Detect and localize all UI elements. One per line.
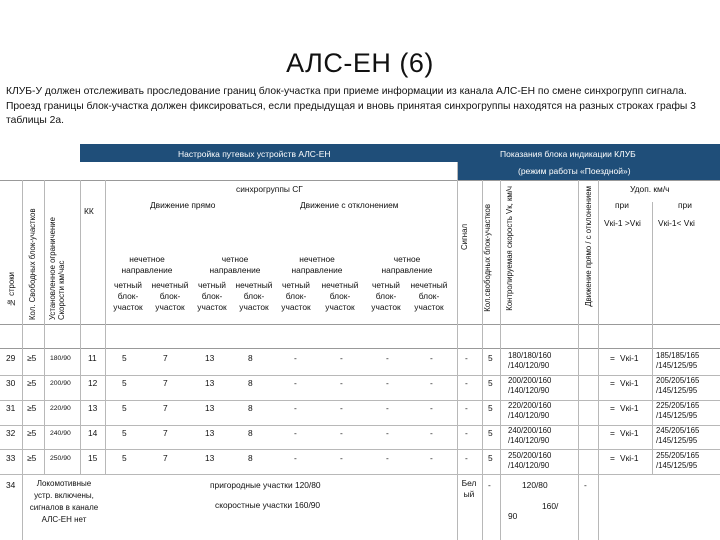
row-cell-n: 29	[6, 353, 16, 363]
row-cell-free: ≥5	[27, 453, 37, 463]
row-cell-n: 32	[6, 428, 16, 438]
row-cell-n: 30	[6, 378, 16, 388]
row-cell-u2: 205/205/165 /145/125/95	[656, 376, 700, 395]
row-cell-n: 33	[6, 453, 16, 463]
header-row-number: № строки	[7, 272, 16, 308]
header-control-speed: Контролируемая скорость Vк, км/ч	[505, 186, 514, 311]
grid-line	[44, 180, 45, 474]
header-move-direction: Движение прямо / с отклонением	[584, 186, 593, 307]
row-cell-d3: -	[386, 353, 389, 363]
header-sub-even: четный блок-участок	[113, 280, 143, 312]
header-right-label: Показания блока индикации КЛУБ	[500, 149, 636, 159]
row34-signal: Бел ый	[461, 478, 477, 499]
row-cell-d4: -	[430, 353, 433, 363]
row-cell-lim: 180/90	[50, 355, 71, 362]
row-cell-u2: 245/205/165 /145/125/95	[656, 426, 700, 445]
intro-paragraph: КЛУБ-У должен отслеживать проследование границ блок-участка при приеме информации из канала АЛС-ЕН по смене синхрогрупп сигнала. Проезд границы блок-участка должен фиксироваться, если предыдущая и вновь принятая синхрогруппы находятся на разных строках графы 3 таблицы 2а.	[6, 86, 696, 126]
row-cell-c1: 5	[122, 378, 127, 388]
row-cell-d4: -	[430, 378, 433, 388]
row-cell-c3: 13	[205, 428, 215, 438]
row34-vk1: 120/80	[522, 480, 548, 490]
row-cell-c3: 13	[205, 453, 215, 463]
row-cell-c3: 13	[205, 378, 215, 388]
header-move-deviation: Движение с отклонением	[300, 200, 399, 210]
row34-express: скоростные участки 160/90	[215, 500, 321, 510]
grid-line	[0, 180, 720, 181]
row-cell-d3: -	[386, 453, 389, 463]
page-title: АЛС-ЕН (6)	[286, 48, 434, 78]
row-cell-md: =	[610, 453, 615, 463]
row-cell-d2: -	[340, 378, 343, 388]
row-cell-vk: 200/200/160 /140/120/90	[508, 376, 552, 395]
header-sub-odd: нечетный блок-участок	[321, 280, 359, 312]
row-cell-u2: 225/205/165 /145/125/95	[656, 401, 700, 420]
row-cell-u1: Vкi-1	[620, 428, 639, 438]
row-cell-u1: Vкi-1	[620, 403, 639, 413]
grid-line	[0, 474, 720, 475]
row-cell-kk: 12	[88, 378, 98, 388]
row-cell-c1: 5	[122, 353, 127, 363]
grid-line	[80, 180, 81, 474]
header-odd-direction: нечетное направление	[121, 254, 173, 275]
row-cell-d3: -	[386, 378, 389, 388]
grid-line	[578, 180, 579, 540]
header-even-direction: четное направление	[381, 254, 433, 275]
row-cell-d3: -	[386, 428, 389, 438]
grid-line	[0, 449, 720, 450]
row-cell-d4: -	[430, 403, 433, 413]
header-cond-1: Vкi-1 >Vкi	[604, 218, 641, 228]
header-speed-limit: Установленное ограничение Скорости км/час	[48, 216, 66, 320]
row34-suburban: пригородные участки 120/80	[210, 480, 321, 490]
header-sync-groups: синхрогруппы СГ	[236, 184, 303, 194]
header-sub-odd: нечетный блок-участок	[151, 280, 189, 312]
grid-line	[0, 324, 720, 325]
row-cell-u1: Vкi-1	[620, 453, 639, 463]
header-move-straight: Движение прямо	[150, 200, 216, 210]
grid-line	[652, 202, 653, 474]
row34-vk2: 160/	[542, 501, 559, 511]
header-udop: Удоп. км/ч	[630, 184, 670, 194]
grid-line	[598, 180, 599, 540]
row34-vk3: 90	[508, 511, 518, 521]
header-sub-odd: нечетный блок-участок	[410, 280, 448, 312]
row-cell-u1: Vкi-1	[620, 378, 639, 388]
row34-number: 34	[6, 480, 16, 490]
row-cell-lim: 240/90	[50, 430, 71, 437]
row-cell-sig: -	[465, 378, 468, 388]
row-cell-kf: 5	[488, 428, 493, 438]
row-cell-c3: 13	[205, 403, 215, 413]
row-cell-sig: -	[465, 453, 468, 463]
grid-line	[22, 180, 23, 540]
row-cell-kk: 11	[88, 353, 97, 363]
row-cell-c3: 13	[205, 353, 215, 363]
header-even-direction: четное направление	[209, 254, 261, 275]
grid-line	[0, 348, 720, 349]
row-cell-free: ≥5	[27, 353, 37, 363]
grid-line	[105, 180, 106, 474]
header-pri-2: при	[678, 200, 692, 210]
row-cell-vk: 220/200/160 /140/120/90	[508, 401, 552, 420]
row-cell-kf: 5	[488, 378, 493, 388]
row-cell-free: ≥5	[27, 403, 37, 413]
grid-line	[0, 400, 720, 401]
row-cell-d1: -	[294, 378, 297, 388]
row34-kol-free: -	[488, 480, 491, 490]
row-cell-c4: 8	[248, 428, 253, 438]
row34-loco: Локомотивные устр. включены, сигналов в канале АЛС-ЕН нет	[29, 479, 99, 524]
row-cell-md: =	[610, 403, 615, 413]
row-cell-vk: 250/200/160 /140/120/90	[508, 451, 552, 470]
row-cell-sig: -	[465, 428, 468, 438]
row-cell-c4: 8	[248, 453, 253, 463]
header-sub-even: четный блок-участок	[197, 280, 227, 312]
header-free-blocks: Кол. Свободных блок-участков	[28, 208, 37, 320]
row-cell-kf: 5	[488, 403, 493, 413]
header-cond-2: Vкi-1< Vкi	[658, 218, 695, 228]
row-cell-d2: -	[340, 428, 343, 438]
row-cell-c2: 7	[163, 428, 168, 438]
row-cell-md: =	[610, 378, 615, 388]
row-cell-free: ≥5	[27, 428, 37, 438]
row-cell-c4: 8	[248, 378, 253, 388]
row-cell-kf: 5	[488, 353, 493, 363]
grid-line	[500, 180, 501, 540]
row-cell-c2: 7	[163, 453, 168, 463]
row-cell-c4: 8	[248, 403, 253, 413]
header-sub-even: четный блок-участок	[371, 280, 401, 312]
row-cell-u1: Vкi-1	[620, 353, 639, 363]
grid-line	[0, 375, 720, 376]
row-cell-c2: 7	[163, 403, 168, 413]
row-cell-c1: 5	[122, 428, 127, 438]
row-cell-vk: 180/180/160 /140/120/90	[508, 351, 552, 370]
header-signal: Сигнал	[460, 224, 469, 251]
row-cell-c1: 5	[122, 403, 127, 413]
row-cell-d2: -	[340, 403, 343, 413]
row-cell-lim: 220/90	[50, 405, 71, 412]
row-cell-kk: 15	[88, 453, 98, 463]
row-cell-d4: -	[430, 453, 433, 463]
header-left-label: Настройка путевых устройств АЛС-ЕН	[178, 149, 331, 159]
row-cell-kk: 13	[88, 403, 98, 413]
row-cell-d4: -	[430, 428, 433, 438]
header-sub-even: четный блок-участок	[281, 280, 311, 312]
row-cell-d1: -	[294, 403, 297, 413]
row-cell-c2: 7	[163, 353, 168, 363]
row-cell-c4: 8	[248, 353, 253, 363]
header-sub-odd: нечетный блок-участок	[235, 280, 273, 312]
row-cell-d1: -	[294, 428, 297, 438]
row-cell-sig: -	[465, 353, 468, 363]
row-cell-c1: 5	[122, 453, 127, 463]
header-pri-1: при	[615, 200, 629, 210]
row-cell-d1: -	[294, 453, 297, 463]
row-cell-d2: -	[340, 353, 343, 363]
header-kol-free-blocks: Кол.свободных блок-участков	[483, 204, 492, 312]
row-cell-free: ≥5	[27, 378, 37, 388]
row-cell-u2: 185/185/165 /145/125/95	[656, 351, 700, 370]
row-cell-d1: -	[294, 353, 297, 363]
row-cell-sig: -	[465, 403, 468, 413]
row-cell-md: =	[610, 353, 615, 363]
als-en-table	[0, 144, 720, 540]
row-cell-c2: 7	[163, 378, 168, 388]
row-cell-kk: 14	[88, 428, 98, 438]
row-cell-d3: -	[386, 403, 389, 413]
header-kk: КК	[84, 206, 94, 216]
row-cell-lim: 200/90	[50, 380, 71, 387]
header-odd-direction: нечетное направление	[291, 254, 343, 275]
row-cell-kf: 5	[488, 453, 493, 463]
header-right-sublabel: (режим работы «Поездной»)	[518, 166, 631, 176]
grid-line	[0, 425, 720, 426]
row-cell-vk: 240/200/160 /140/120/90	[508, 426, 552, 445]
row-cell-d2: -	[340, 453, 343, 463]
row34-move-dir: -	[584, 480, 587, 490]
row-cell-lim: 250/90	[50, 455, 71, 462]
row-cell-md: =	[610, 428, 615, 438]
row-cell-n: 31	[6, 403, 16, 413]
row-cell-u2: 255/205/165 /145/125/95	[656, 451, 700, 470]
